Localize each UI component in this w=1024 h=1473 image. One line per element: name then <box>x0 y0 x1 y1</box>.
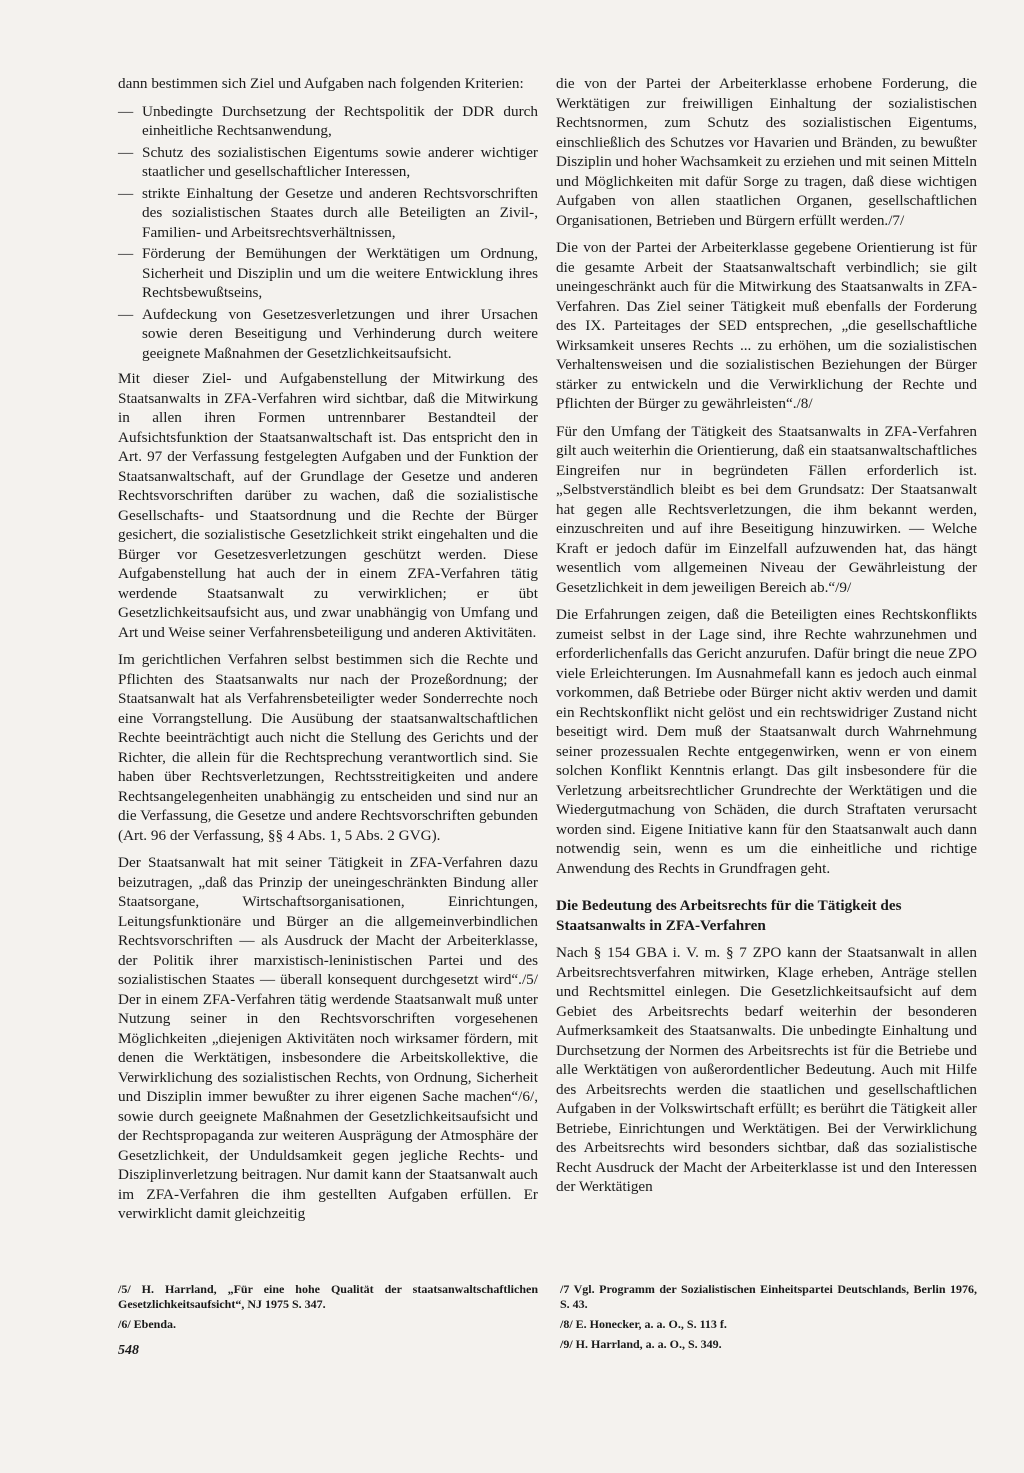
body-paragraph: die von der Partei der Arbeiterklasse erhobene Forderung, die Werktätigen zur freiwilligen Einhaltung der sozialistischen Rechtsnormen, zum Schutz des sozialistischen Eigentums, einschließlich des Schutzes vor Havarien und Bränden, zu bewußter Disziplin und hoher Wachsamkeit zu erziehen und mit seinen Mitteln und Möglichkeiten mit dafür Sorge zu tragen, daß diese wichtigen Aufgaben von allen staatlichen Organen, gesellschaftlichen Organisationen, Betrieben und Bürgern erfüllt werden./7/ <box>556 75 977 229</box>
section-heading: Die Bedeutung des Arbeitsrechts für die Tätigkeit des Staatsanwalts in ZFA-Verfahren <box>556 897 902 934</box>
criteria-list <box>118 102 538 364</box>
body-paragraph: Die Erfahrungen zeigen, daß die Beteiligten eines Rechtskonflikts zumeist selbst in der Lage sind, ihre Rechte wahrzunehmen und erforderlichenfalls das Gericht anzurufen. Dafür bringt die neue ZPO viele Erleichterungen. Im Ausnahmefall kann es jedoch auch einmal vorkommen, daß Betriebe oder Bürger nicht aktiv werden und damit ein Rechtskonflikt nicht gelöst und ein rechtswidriger Zustand nicht beseitigt wird. Dem muß der Staatsanwalt durch Wahrnehmung seiner prozessualen Rechte entgegenwirken, wenn er von einem solchen Konflikt Kenntnis erlangt. Das gilt insbesondere für die Verletzung arbeitsrechtlicher Grundrechte der Werktätigen und die Wiedergutmachung von Schäden, die durch Straftaten verursacht worden sind. Eigene Initiative kann für den Staatsanwalt auch dann notwendig sein, wenn es um die einheitliche und richtige Anwendung des Rechts in Grundfragen geht. <box>556 606 977 877</box>
body-paragraph: Für den Umfang der Tätigkeit des Staatsanwalts in ZFA-Verfahren gilt auch weiterhin die Orientierung, daß ein staatsanwaltschaftliches Eingreifen nur in begründeten Fällen erforderlich ist. „Selbstverständlich bleibt es bei dem Grundsatz: Der Staatsanwalt hat gegen alle Rechtsverletzungen, die ihm bekannt werden, einzuschreiten und auf ihre Beseitigung hinzuwirken. — Welche Kraft er jedoch dafür im Einzelfall aufzuwenden hat, das hängt wesentlich vom allgemeinen Niveau der Gewährleistung der Gesetzlichkeit in dem jeweiligen Bereich ab.“/9/ <box>556 422 977 596</box>
body-paragraph: Der Staatsanwalt hat mit seiner Tätigkeit in ZFA-Verfahren dazu beizutragen, „daß das Prinzip der uneingeschränkten Bindung aller Staatsorgane, Wirtschaftsorganisationen, Einrichtungen, Leitungsfunktionäre und Bürger an die allgemeinverbindlichen Rechtsvorschriften — als Ausdruck der Macht der Arbeiterklasse, der Politik ihrer marxistisch-leninistischen Partei und des sozialistischen Staates — überall konsequent durchgesetzt wird“./5/ Der in einem ZFA-Verfahren tätig werdende Staatsanwalt muß unter Nutzung seiner in den Rechtsvorschriften vorgesehenen Möglichkeiten „diejenigen Aktivitäten noch wirksamer fördern, mit denen die Werktätigen, insbesondere die Arbeitskollektive, die Verwirklichung des sozialistischen Rechts, von Ordnung, Sicherheit und Disziplin immer bewußter zu ihrer eigenen Sache machen“/6/, sowie durch geeignete Maßnahmen der Gesetzlichkeitsaufsicht und der Rechtspropaganda zur weiteren Ausprägung der Atmosphäre der Gesetzlichkeit, der Unduldsamkeit gegen jegliche Rechts- und Disziplinverletzung beitragen. Nur damit kann der Staatsanwalt auch im ZFA-Verfahren die ihm gestellten Aufgaben erfüllen. Er verwirklicht damit gleichzeitig <box>118 854 538 1222</box>
intro-paragraph: dann bestimmen sich Ziel und Aufgaben nach folgenden Kriterien: <box>118 75 524 92</box>
footnotes-right <box>560 1282 977 1357</box>
page-number: 548 <box>118 1343 139 1358</box>
list-item: — strikte Einhaltung der Gesetze und anderen Rechtsvorschriften des sozialistischen Staates durch alle Beteiligten an Zivil-, Familien- und Arbeitsrechtsverhältnissen, <box>118 184 538 243</box>
footnote: /5/ H. Harrland, „Für eine hohe Qualität der staatsanwaltschaftlichen Gesetzlichkeitsaufsicht“, NJ 1975 S. 347. <box>118 1282 538 1311</box>
footnote: /9/ H. Harrland, a. a. O., S. 349. <box>560 1337 722 1351</box>
footnote: /7 Vgl. Programm der Sozialistischen Einheitspartei Deutschlands, Berlin 1976, S. 43. <box>560 1282 977 1311</box>
footnote: /6/ Ebenda. <box>118 1317 177 1331</box>
list-item: — Unbedingte Durchsetzung der Rechtspolitik der DDR durch einheitliche Rechtsanwendung, <box>118 102 538 141</box>
footnotes-left <box>118 1282 538 1337</box>
left-column <box>118 74 538 1232</box>
list-item: — Schutz des sozialistischen Eigentums sowie anderer wichtiger staatlicher und gesellschaftlicher Interessen, <box>118 143 538 182</box>
list-item: — Förderung der Bemühungen der Werktätigen um Ordnung, Sicherheit und Disziplin und um die weitere Entwicklung ihres Rechtsbewußtseins, <box>118 244 538 303</box>
list-item: — Aufdeckung von Gesetzesverletzungen und ihrer Ursachen sowie deren Beseitigung und Verhinderung durch weitere geeignete Maßnahmen der Gesetzlichkeitsaufsicht. <box>118 305 538 364</box>
body-paragraph: Im gerichtlichen Verfahren selbst bestimmen sich die Rechte und Pflichten des Staatsanwalts nur nach der Prozeßordnung; der Staatsanwalt hat als Verfahrensbeteiligter weder Sonderrechte noch eine Vorrangstellung. Die Ausübung der staatsanwaltschaftlichen Rechte beeinträchtigt auch nicht die Stellung des Gerichts und der Richter, die allein für die Rechtsprechung verantwortlich sind. Sie haben über Rechtsverletzungen, Rechtsstreitigkeiten und andere Rechtsangelegenheiten unabhängig zu entscheiden und sind nur an die Verfassung, die Gesetze und andere Rechtsvorschriften gebunden (Art. 96 der Verfassung, §§ 4 Abs. 1, 5 Abs. 2 GVG). <box>118 651 538 844</box>
body-paragraph: Die von der Partei der Arbeiterklasse gegebene Orientierung ist für die gesamte Arbeit der Staatsanwaltschaft verbindlich; sie gilt uneingeschränkt auch für die Mitwirkung des Staatsanwalts in ZFA-Verfahren. Das Ziel seiner Tätigkeit muß ebenfalls der Forderung des IX. Parteitages der SED entsprechen, „die gesellschaftliche Wirksamkeit unseres Rechts ... zu erhöhen, um die sozialistischen Verhaltensweisen und die sozialistischen Beziehungen der Bürger stärker zu entwickeln und die Verwirklichung der Rechte und Pflichten der Bürger zu gewährleisten“./8/ <box>556 239 977 412</box>
footnote: /8/ E. Honecker, a. a. O., S. 113 f. <box>560 1317 727 1331</box>
right-column <box>556 74 977 1205</box>
body-paragraph: Mit dieser Ziel- und Aufgabenstellung der Mitwirkung des Staatsanwalts in ZFA-Verfahren wird sichtbar, daß die Mitwirkung in allen ihren Formen untrennbarer Bestandteil der Aufsichtsfunktion der Staatsanwaltschaft ist. Das entspricht den in Art. 97 der Verfassung festgelegten Aufgaben und der Funktion der Staatsanwaltschaft, auf der Grundlage der Gesetze und anderen Rechtsvorschriften darüber zu wachen, daß die sozialistische Gesellschafts- und Staatsordnung und die Rechte der Bürger gesichert, die sozialistische Gesetzlichkeit strikt eingehalten und die Bürger vor Gesetzesverletzungen geschützt werden. Diese Aufgabenstellung hat auch der in einem ZFA-Verfahren tätig werdende Staatsanwalt zu verwirklichen; er übt Gesetzlichkeitsaufsicht aus, und zwar unabhängig von Umfang und Art und Weise seiner Verfahrensbeteiligung und anderen Aktivitäten. <box>118 370 538 641</box>
body-paragraph: Nach § 154 GBA i. V. m. § 7 ZPO kann der Staatsanwalt in allen Arbeitsrechtsverfahren mitwirken, Klage erheben, Anträge stellen und Rechtsmittel einlegen. Die Gesetzlichkeitsaufsicht auf dem Gebiet des Arbeitsrechts bedarf weiterhin der besonderen Aufmerksamkeit des Staatsanwalts. Die unbedingte Einhaltung und Durchsetzung der Normen des Arbeitsrechts ist für die Betriebe und alle Werktätigen von außerordentlicher Bedeutung. Auch mit Hilfe des Arbeitsrechts werden die staatlichen und gesellschaftlichen Aufgaben in der Volkswirtschaft erfüllt; es berührt die Tätigkeit aller Betriebe, Einrichtungen und Werktätigen. Bei der Verwirklichung des Arbeitsrechts wird besonders sichtbar, daß das sozialistische Recht Ausdruck der Macht der Arbeiterklasse ist und den Interessen der Werktätigen <box>556 944 977 1195</box>
